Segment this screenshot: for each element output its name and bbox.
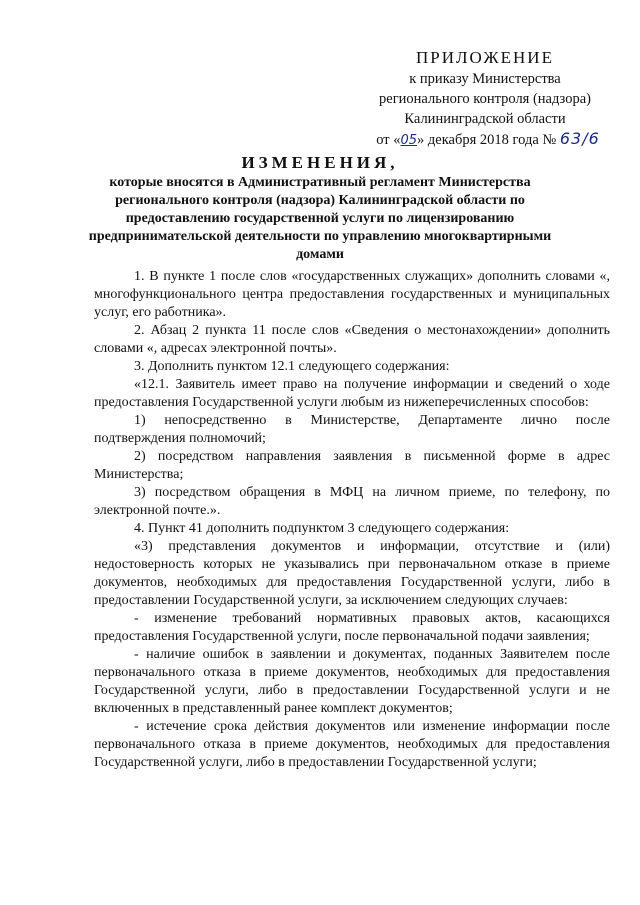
paragraph: 3) посредством обращения в МФЦ на личном приеме, по телефону, по электронной почте.». (94, 485, 610, 518)
paragraph: 1) непосредственно в Министерстве, Департаменте лично после подтверждения полномочий; (94, 413, 610, 446)
date-prefix: от « (376, 132, 401, 148)
document-body (94, 268, 610, 772)
paragraph: 3. Дополнить пунктом 12.1 следующего содержания: (134, 359, 450, 374)
order-date-line (363, 129, 613, 151)
appendix-block (360, 48, 610, 151)
document-heading (80, 152, 560, 264)
date-suffix: » декабря 2018 года № (417, 132, 557, 148)
paragraph: 2) посредством направления заявления в письменной форме в адрес Министерства; (94, 449, 610, 482)
paragraph: 2. Абзац 2 пункта 11 после слов «Сведения о местонахождении» дополнить словами «, адресах электронной почты». (94, 323, 610, 356)
handwritten-order-number: 63/6 (559, 129, 600, 148)
heading-title: ИЗМЕНЕНИЯ, (241, 153, 399, 172)
paragraph: «3) представления документов и информации, отсутствие и (или) недостоверность которых не указывались при первоначальном отказе в приеме документов, необходимых для предоставления Государственной услуги, либо в предоставлении Государственной услуги, за исключением следующих случаев: (94, 539, 610, 608)
appendix-line: регионального контроля (надзора) (379, 91, 591, 107)
paragraph: 1. В пункте 1 после слов «государственных служащих» дополнить словами «, многофункционального центра предоставления государственных и муниципальных услуг, его работника». (94, 269, 610, 320)
handwritten-day: 05 (400, 133, 418, 148)
paragraph: «12.1. Заявитель имеет право на получение информации и сведений о ходе предоставления Государственной услуги любым из нижеперечисленных способов: (94, 377, 610, 410)
paragraph: - наличие ошибок в заявлении и документах, поданных Заявителем после первоначального отказа в приеме документов, необходимых для предоставления Государственной услуги, либо в предоставлении Государственной услуги и не включенных в представленный ранее комплект документов; (94, 647, 610, 716)
appendix-line: Калининградской области (404, 111, 566, 127)
appendix-title: ПРИЛОЖЕНИЕ (416, 48, 554, 67)
paragraph: 4. Пункт 41 дополнить подпунктом 3 следующего содержания: (134, 521, 510, 536)
paragraph: - изменение требований нормативных правовых актов, касающихся предоставления Государственной услуги, после первоначальной подачи заявления; (94, 611, 610, 644)
paragraph: - истечение срока действия документов или изменение информации после первоначального отказа в приеме документов, необходимых для предоставления Государственной услуги, либо в предоставлении Государственной услуги; (94, 719, 610, 770)
appendix-line: к приказу Министерства (409, 71, 561, 87)
heading-subtitle: которые вносятся в Административный регламент Министерства регионального контроля (надзора) Калининградской области по предоставлению государственной услуги по лицензированию предпринимательской деятельности по управлению многоквартирными домами (88, 175, 552, 262)
